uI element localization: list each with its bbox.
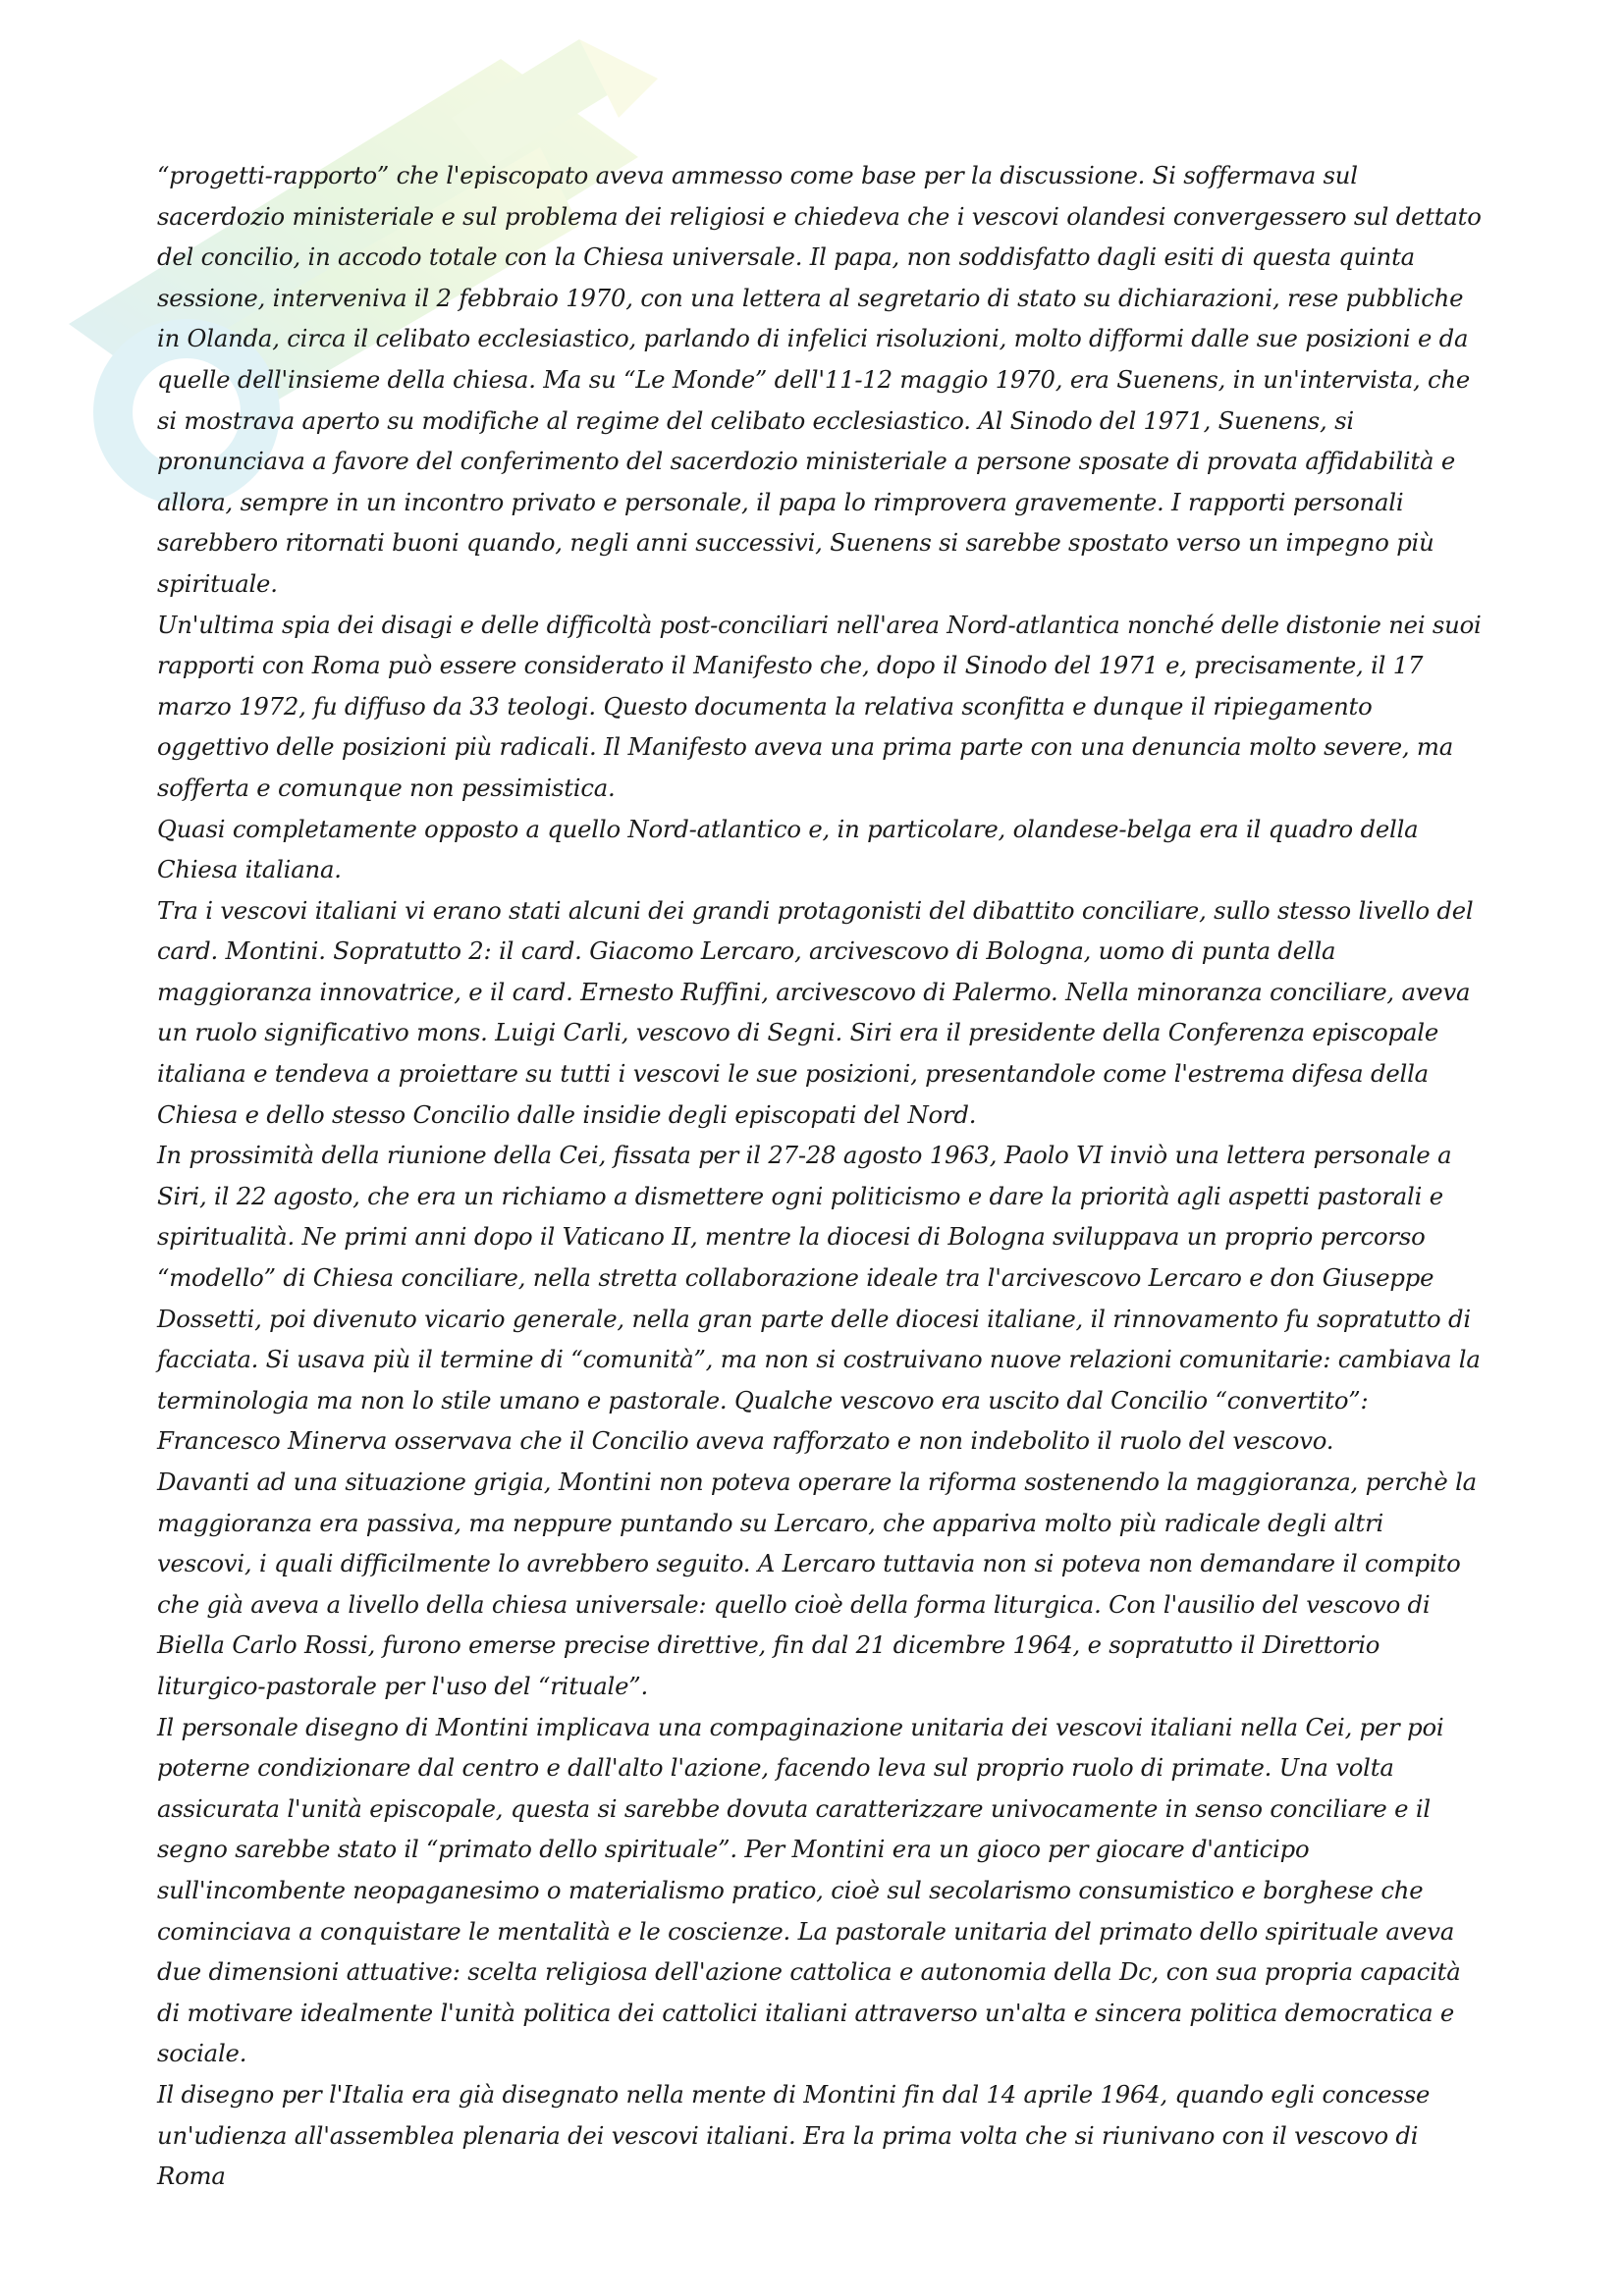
paragraph: Davanti ad una situazione grigia, Montini non poteva operare la riforma sostenendo la maggioranza, perchè la maggioranza era passiva, ma neppure puntando su Lercaro, che appariva molto più radicale degli altri vescovi, i quali difficilmente lo avrebbero seguito. A Lercaro tuttavia non si poteva non demandare il compito che già aveva a livello della chiesa universale: quello cioè della forma liturgica. Con l'ausilio del vescovo di Biella Carlo Rossi, furono emerse precise direttive, fin dal 21 dicembre 1964, e sopratutto il Direttorio liturgico-pastorale per l'uso del “rituale”. — [157, 1468, 1477, 1700]
paragraph: Il personale disegno di Montini implicava una compaginazione unitaria dei vescovi italiani nella Cei, per poi poterne condizionare dal centro e dall'alto l'azione, facendo leva sul proprio ruolo di primate. Una volta assicurata l'unità episcopale, questa si sarebbe dovuta caratterizzare univocamente in senso conciliare e il segno sarebbe stato il “primato dello spirituale”. Per Montini era un gioco per giocare d'anticipo sull'incombente neopaganesimo o materialismo pratico, cioè sul secolarismo consumistico e borghese che cominciava a conquistare le mentalità e le coscienze. La pastorale unitaria del primato dello spirituale aveva due dimensioni attuative: scelta religiosa dell'azione cattolica e autonomia della Dc, con sua propria capacità di motivare idealmente l'unità politica dei cattolici italiani attraverso un'alta e sincera politica democratica e sociale. — [157, 1712, 1461, 2068]
paragraph: Quasi completamente opposto a quello Nord-atlantico e, in particolare, olandese-belga era il quadro della Chiesa italiana. — [157, 814, 1419, 884]
paragraph: In prossimità della riunione della Cei, fissata per il 27-28 agosto 1963, Paolo VI inviò una lettera personale a Siri, il 22 agosto, che era un richiamo a dismettere ogni politicismo e dare la priorità agli aspetti pastorali e spiritualità. Ne primi anni dopo il Vaticano II, mentre la diocesi di Bologna sviluppava un proprio percorso “modello” di Chiesa conciliare, nella stretta collaborazione ideale tra l'arcivescovo Lercaro e don Giuseppe Dossetti, poi divenuto vicario generale, nella gran parte delle diocesi italiane, il rinnovamento fu sopratutto di facciata. Si usava più il termine di “comunità”, ma non si costruivano nuove relazioni comunitarie: cambiava la terminologia ma non lo stile umano e pastorale. Qualche vescovo era uscito dal Concilio “convertito”: Francesco Minerva osservava che il Concilio aveva rafforzato e non indebolito il ruolo del vescovo. — [157, 1141, 1481, 1456]
paragraph: “progetti-rapporto” che l'episcopato aveva ammesso come base per la discussione. Si soffermava sul sacerdozio ministeriale e sul problema dei religiosi e chiedeva che i vescovi olandesi convergessero sul dettato del concilio, in accodo totale con la Chiesa universale. Il papa, non soddisfatto dagli esiti di questa quinta sessione, interveniva il 2 febbraio 1970, con una lettera al segretario di stato su dichiarazioni, rese pubbliche in Olanda, circa il celibato ecclesiastico, parlando di infelici risoluzioni, molto difformi dalle sue posizioni e da quelle dell'insieme della chiesa. Ma su “Le Monde” dell'11-12 maggio 1970, era Suenens, in un'intervista, che si mostrava aperto su modifiche al regime del celibato ecclesiastico. Al Sinodo del 1971, Suenens, si pronunciava a favore del conferimento del sacerdozio ministeriale a persone sposate di provata affidabilità e allora, sempre in un incontro privato e personale, il papa lo rimprovera gravemente. I rapporti personali sarebbero ritornati buoni quando, negli anni successivi, Suenens si sarebbe spostato verso un impegno più spirituale. — [157, 161, 1482, 598]
paragraph: Tra i vescovi italiani vi erano stati alcuni dei grandi protagonisti del dibattito conciliare, sullo stesso livello del card. Montini. Sopratutto 2: il card. Giacomo Lercaro, arcivescovo di Bologna, uomo di punta della maggioranza innovatrice, e il card. Ernesto Ruffini, arcivescovo di Palermo. Nella minoranza conciliare, aveva un ruolo significativo mons. Luigi Carli, vescovo di Segni. Siri era il presidente della Conferenza episcopale italiana e tendeva a proiettare su tutti i vescovi le sue posizioni, presentandole come l'estrema difesa della Chiesa e dello stesso Concilio dalle insidie degli episcopati del Nord. — [157, 895, 1474, 1129]
document-body — [157, 155, 1483, 2197]
paragraph: Un'ultima spia dei disagi e delle difficoltà post-conciliari nell'area Nord-atlantica nonché delle distonie nei suoi rapporti con Roma può essere considerato il Manifesto che, dopo il Sinodo del 1971 e, precisamente, il 17 marzo 1972, fu diffuso da 33 teologi. Questo documenta la relativa sconfitta e dunque il ripiegamento oggettivo delle posizioni più radicali. Il Manifesto aveva una prima parte con una denuncia molto severe, ma sofferta e comunque non pessimistica. — [157, 610, 1482, 802]
paragraph: Il disegno per l'Italia era già disegnato nella mente di Montini fin dal 14 aprile 1964, quando egli concesse un'udienza all'assemblea plenaria dei vescovi italiani. Era la prima volta che si riunivano con il vescovo di Roma — [157, 2079, 1431, 2191]
